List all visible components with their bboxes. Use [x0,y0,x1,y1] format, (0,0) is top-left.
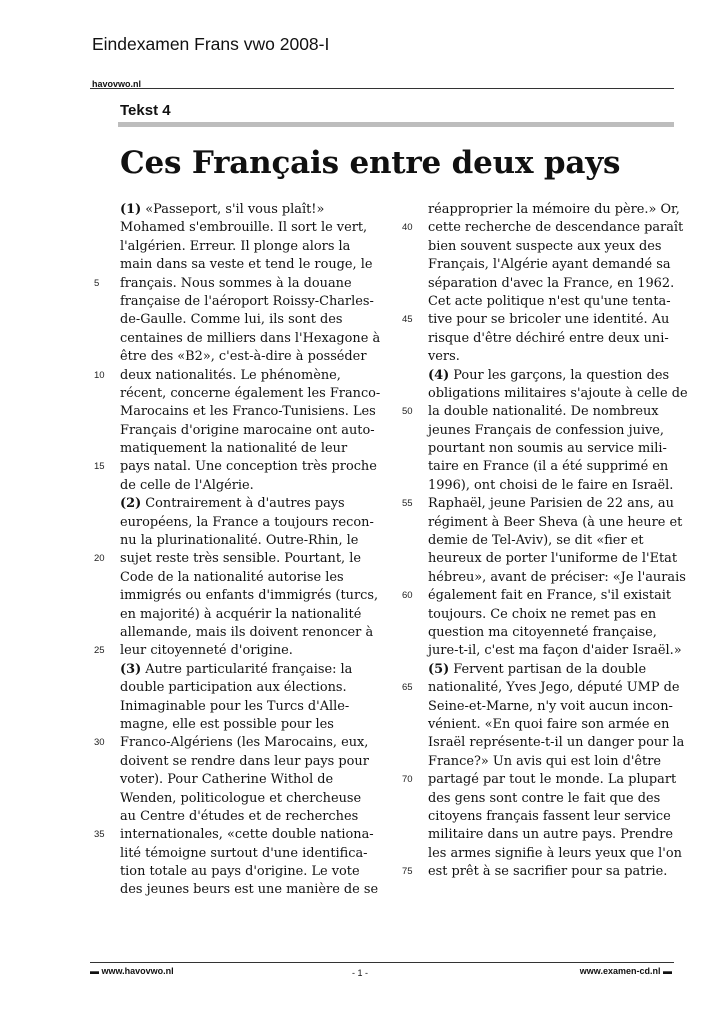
line-text: lité témoigne surtout d'une identifica- [120,845,368,861]
line-text: militaire dans un autre pays. Prendre [428,827,674,843]
text-line [120,330,381,348]
line-number: 75 [402,866,413,878]
text-line [120,716,370,734]
section-label: Tekst 4 [120,102,171,119]
line-text: Fervent partisan de la double [453,661,647,677]
text-line [120,385,381,403]
page-number: - 1 - [352,968,369,978]
line-text: de-Gaulle. Comme lui, ils sont des [120,312,343,328]
line-text: Franco-Algériens (les Marocains, eux, [120,735,369,751]
paragraph-number: (1) [120,202,142,217]
text-line [428,348,678,366]
text-line [428,550,678,568]
line-text: citoyens français fassent leur service [428,808,671,824]
line-text: Français d'origine marocaine ont auto- [120,422,375,438]
text-line [428,716,678,734]
article-column-right [402,201,688,881]
line-text: main dans sa veste et tend le rouge, le [120,257,373,273]
paragraph-number: (2) [120,496,142,512]
text-line [402,863,678,881]
line-text: matiquement la nationalité de leur [120,441,348,457]
text-line [94,550,370,568]
text-line [120,256,373,274]
text-line [120,440,370,458]
text-line [120,219,370,237]
line-text: Cet acte politique n'est qu'une tenta- [428,293,671,309]
line-text: nu la plurinationalité. Outre-Rhin, le [120,533,359,549]
text-line [120,201,370,219]
line-text: des gens sont contre le fait que des [428,790,661,806]
line-text: immigrés ou enfants d'immigrés (turcs, [120,588,379,604]
text-line [120,661,370,679]
paragraph-number: (4) [428,367,450,383]
text-line [120,403,376,421]
text-line [428,201,678,219]
line-text: heureux de porter l'uniforme de l'Etat [428,551,678,567]
text-line [94,826,374,844]
line-text: Inimaginable pour les Turcs d'Alle- [120,698,350,714]
line-text: Français, l'Algérie ayant demandé sa [428,257,671,273]
line-text: magne, elle est possible pour les [120,716,334,732]
line-text: deux nationalités. Le phénomène, [120,367,341,383]
line-text: au Centre d'études et de recherches [120,808,359,824]
line-text: demie de Tel-Aviv), se dit «fier et [428,533,644,549]
text-line [120,311,370,329]
paragraph-number: (3) [120,661,142,677]
text-line [428,514,683,532]
text-line [94,275,370,293]
text-line [120,477,370,495]
text-line [402,311,678,329]
line-text: sujet reste très sensible. Pourtant, le [120,551,361,567]
text-line [428,808,678,826]
line-text: voter). Pour Catherine Withol de [120,772,334,788]
line-text: Seine-et-Marne, n'y voit aucun incon- [428,698,673,714]
text-line [428,477,678,495]
line-text: Marocains et les Franco-Tunisiens. Les [120,404,376,420]
text-line [428,238,678,256]
line-text: cette recherche de descendance paraît [428,220,684,236]
line-text: 1996), ont choisi de le faire en Israël. [428,477,674,493]
line-number: 60 [402,590,413,602]
text-line [428,440,678,458]
line-text: des jeunes beurs est une manière de se [120,882,379,898]
line-text: internationales, «cette double nationa- [120,827,374,843]
text-line [428,734,685,752]
text-line [428,624,678,642]
text-line [428,753,678,771]
text-line [402,495,678,513]
line-text: Autre particularité française: la [145,661,353,677]
line-number: 40 [402,222,413,234]
text-line [402,771,678,789]
text-line [120,624,374,642]
line-text: européens, la France a toujours recon- [120,514,374,530]
text-line [120,679,370,697]
line-text: également fait en France, s'il existait [428,588,672,604]
line-text: vénient. «En quoi faire son armée en [428,716,670,732]
text-line [428,826,678,844]
line-text: jeunes Français de confession juive, [428,422,665,438]
text-line [120,753,370,771]
text-line [120,863,370,881]
line-text: doivent se rendre dans leur pays pour [120,753,369,769]
line-text: Contrairement à d'autres pays [145,496,345,512]
text-line [120,293,374,311]
line-number: 10 [94,369,105,381]
line-text: nationalité, Yves Jego, député UMP de [428,680,680,696]
line-text: pourtant non soumis au service mili- [428,441,667,457]
article-title: Ces Français entre deux pays [120,145,621,181]
line-text: Mohamed s'embrouille. Il sort le vert, [120,220,368,236]
article-column-left [94,201,381,900]
text-line [120,808,370,826]
text-line [428,642,682,660]
text-line [120,238,370,256]
line-text: de celle de l'Algérie. [120,477,254,493]
line-text: obligations militaires s'ajoute à celle de [428,385,688,401]
line-number: 45 [402,314,413,326]
line-number: 30 [94,737,105,749]
text-line [428,661,678,679]
footer-left-link: ▬ www.havovwo.nl [90,966,174,976]
exam-title: Eindexamen Frans vwo 2008-I [92,34,330,54]
line-number: 25 [94,645,105,657]
line-text: française de l'aéroport Roissy-Charles- [120,293,374,309]
line-text: en majorité) à acquérir la nationalité [120,606,362,622]
line-number: 15 [94,461,105,473]
line-text: hébreu», avant de préciser: «Je l'aurais [428,569,686,585]
line-text: l'algérien. Erreur. Il plonge alors la [120,238,351,254]
line-number: 35 [94,829,105,841]
line-text: France?» Un avis qui est loin d'être [428,753,662,769]
line-text: Code de la nationalité autorise les [120,569,344,585]
line-text: pays natal. Une conception très proche [120,459,377,475]
line-number: 50 [402,406,413,418]
paragraph-number: (5) [428,661,450,677]
line-text: jure-t-il, c'est ma façon d'aider Israël.» [428,643,682,659]
header-site-label: havovwo.nl [92,79,142,89]
line-number: 65 [402,682,413,694]
line-text: tion totale au pays d'origine. Le vote [120,864,360,880]
line-text: est prêt à se sacrifier pour sa patrie. [428,864,668,880]
line-text: taire en France (il a été supprimé en [428,459,669,475]
text-line [120,348,370,366]
line-text: la double nationalité. De nombreux [428,404,659,420]
line-text: risque d'être déchiré entre deux uni- [428,330,669,346]
line-text: vers. [428,349,460,365]
text-line [120,606,370,624]
text-line [120,698,370,716]
line-text: être des «B2», c'est-à-dire à posséder [120,349,367,365]
text-line [120,881,379,899]
text-line [120,790,370,808]
line-number: 55 [402,498,413,510]
line-text: Wenden, politicologue et chercheuse [120,790,362,806]
line-text: réapproprier la mémoire du père.» Or, [428,202,680,217]
line-text: Pour les garçons, la question des [453,367,670,383]
text-line [402,679,680,697]
text-line [402,587,678,605]
text-line [428,422,678,440]
text-line [120,422,375,440]
text-line [120,514,374,532]
line-number: 5 [94,277,100,289]
line-text: Israël représente-t-il un danger pour la [428,735,685,751]
text-line [428,385,688,403]
text-line [120,587,379,605]
line-text: «Passeport, s'il vous plaît!» [145,202,325,217]
text-line [428,845,682,863]
section-bar [118,122,674,127]
header-divider [90,88,674,89]
line-text: séparation d'avec la France, en 1962. [428,275,675,291]
text-line [94,367,370,385]
line-text: double participation aux élections. [120,680,347,696]
text-line [94,458,377,476]
text-line [428,790,678,808]
line-text: récent, concerne également les Franco- [120,385,381,401]
text-line [94,642,370,660]
text-line [428,458,678,476]
text-line [120,532,370,550]
footer-right-link: www.examen-cd.nl ▬ [579,966,672,976]
text-line [428,367,678,385]
line-text: régiment à Beer Sheva (à une heure et [428,514,683,530]
line-number: 70 [402,774,413,786]
line-text: leur citoyenneté d'origine. [120,643,293,659]
text-line [428,275,678,293]
text-line [428,330,678,348]
text-line [428,569,686,587]
text-line [94,734,370,752]
line-text: français. Nous sommes à la douane [120,275,352,291]
text-line [402,403,678,421]
text-line [120,569,370,587]
line-number: 20 [94,553,105,565]
footer-divider [90,962,674,963]
line-text: tive pour se bricoler une identité. Au [428,312,670,328]
text-line [428,256,678,274]
line-text: bien souvent suspecte aux yeux des [428,238,662,254]
line-text: toujours. Ce choix ne remet pas en [428,606,657,622]
line-text: allemande, mais ils doivent renoncer à [120,624,374,640]
text-line [402,219,684,237]
text-line [428,606,678,624]
text-line [120,495,370,513]
line-text: centaines de milliers dans l'Hexagone à [120,330,381,346]
text-line [120,771,370,789]
text-line [428,698,678,716]
text-line [428,293,678,311]
text-line [428,532,678,550]
line-text: les armes signifie à leurs yeux que l'on [428,845,682,861]
line-text: Raphaël, jeune Parisien de 22 ans, au [428,496,674,512]
line-text: question ma citoyenneté française, [428,624,657,640]
text-line [120,845,370,863]
line-text: partagé par tout le monde. La plupart [428,772,677,788]
